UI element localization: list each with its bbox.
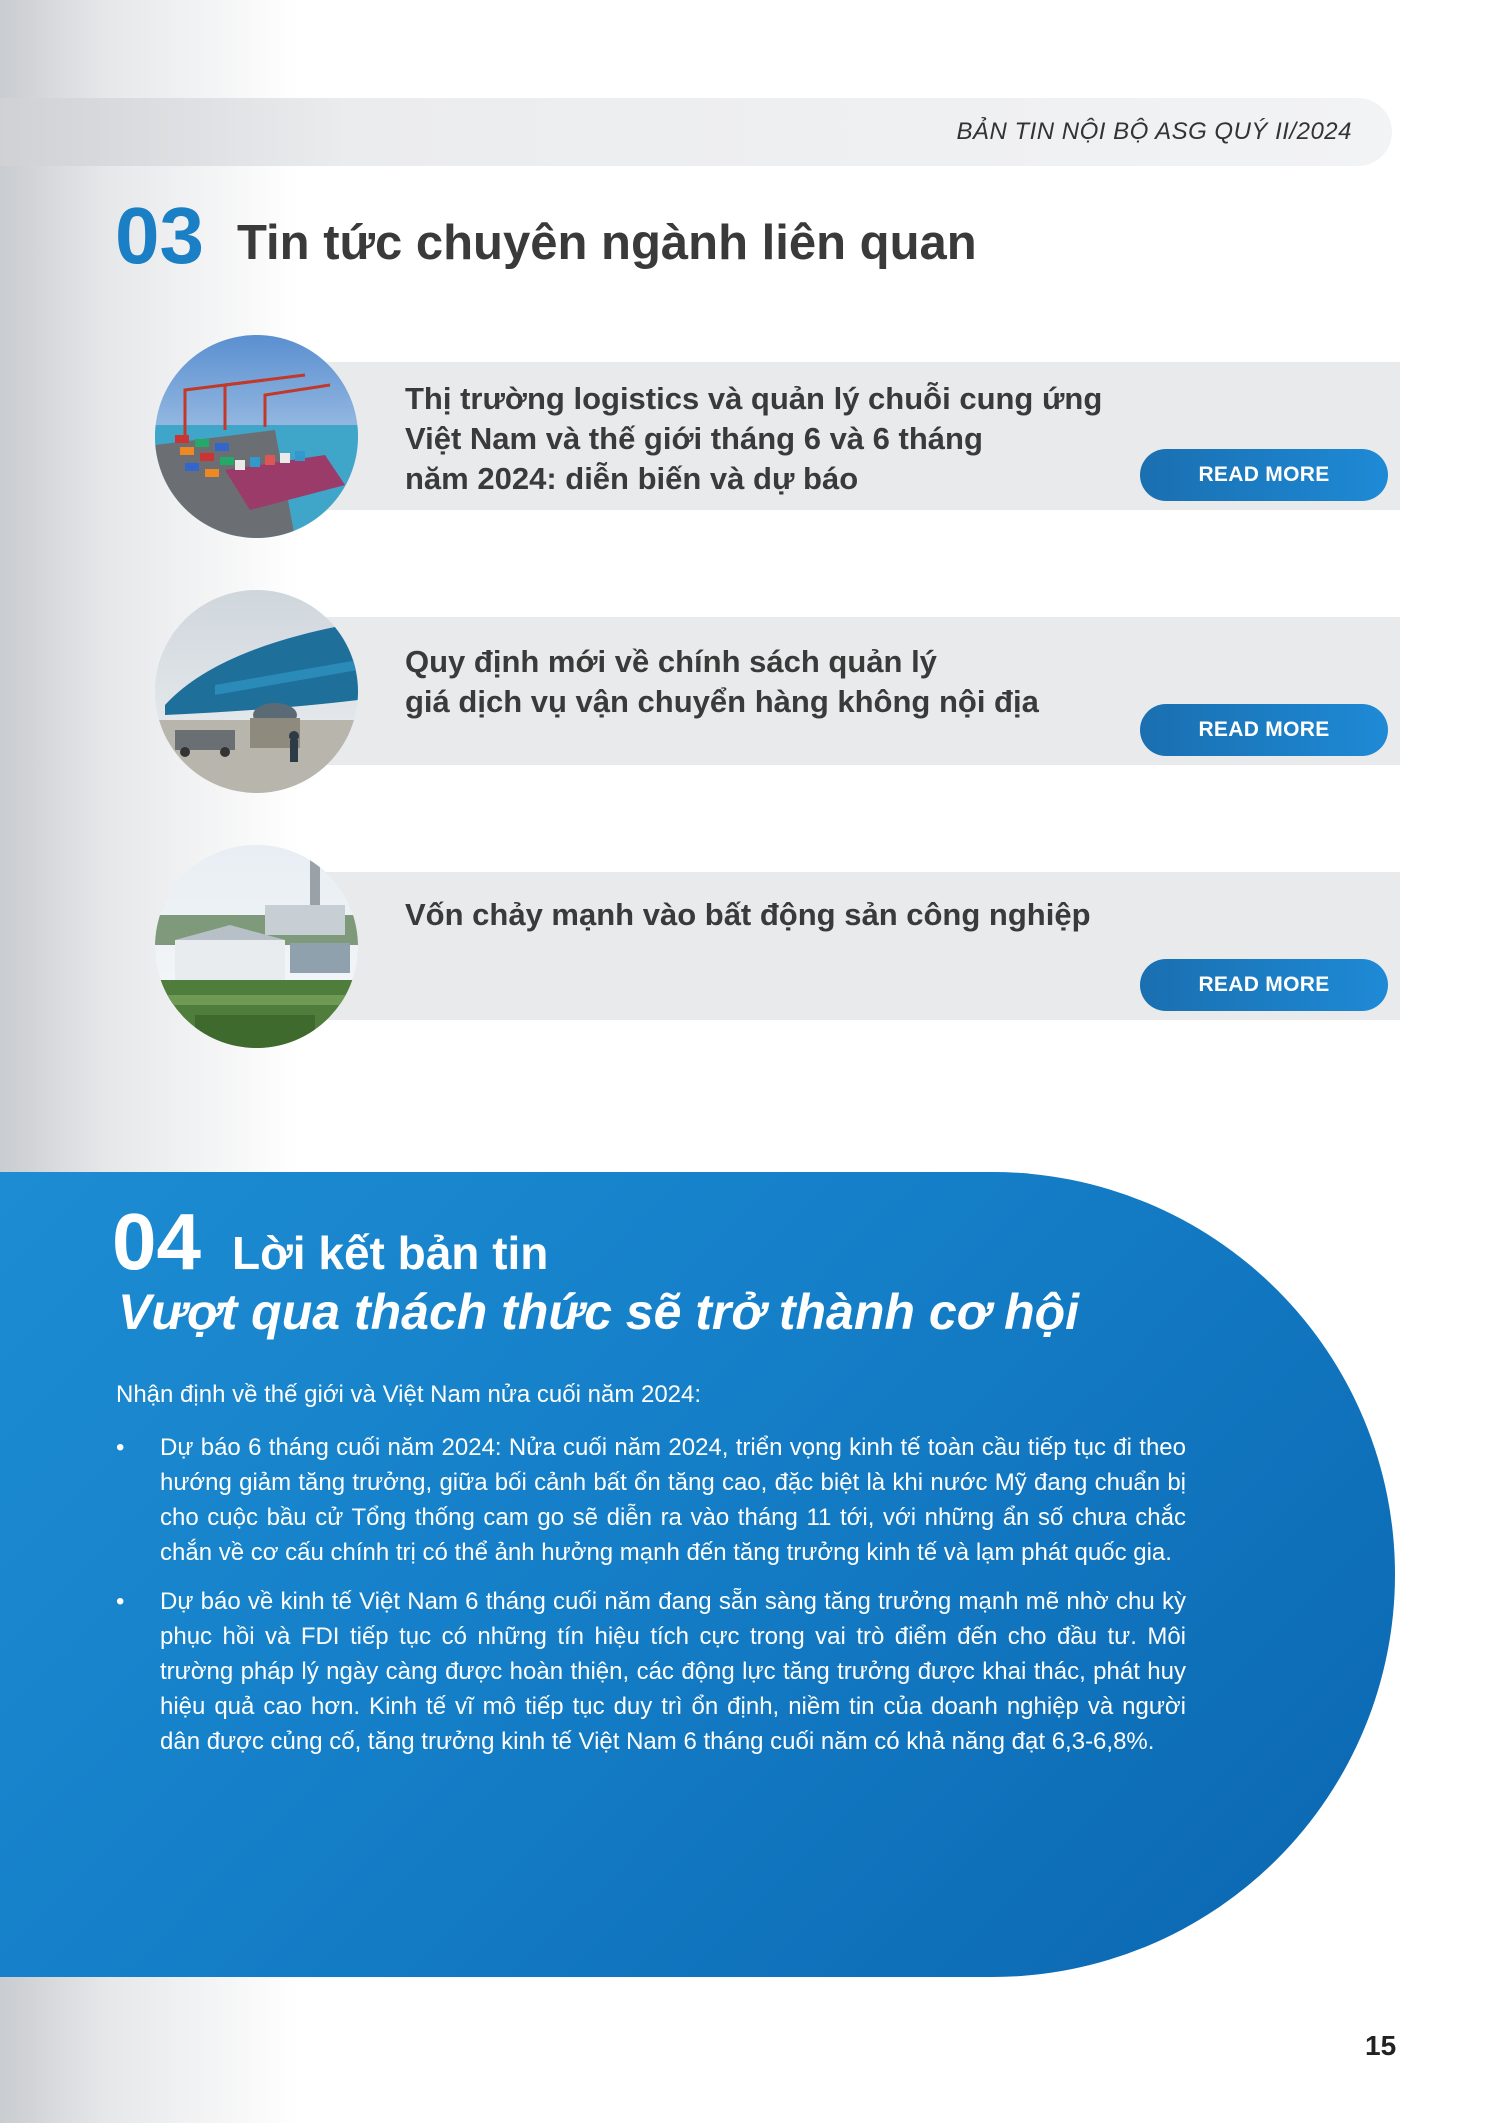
news-title[interactable]: [405, 379, 1205, 499]
news-item: [155, 845, 1400, 1050]
news-title-line: Thị trường logistics và quản lý chuỗi cung ứng: [405, 381, 1103, 416]
news-title-line: năm 2024: diễn biến và dự báo: [405, 461, 859, 496]
section-3-title: Tin tức chuyên ngành liên quan: [237, 216, 977, 270]
bullet-text: Dự báo về kinh tế Việt Nam 6 tháng cuối năm đang sẵn sàng tăng trưởng mạnh mẽ nhờ chu kỳ phục hồi và FDI tiếp tục có những tín hiệu tích cực trong vai trò điểm đến cho đầu tư. Môi trường pháp lý ngày càng được hoàn thiện, các động lực tăng trưởng được khai thác, phát huy hiệu quả cao hơn. Kinh tế vĩ mô tiếp tục duy trì ổn định, niềm tin của doanh nghiệp và người dân được củng cố, tăng trưởng kinh tế Việt Nam 6 tháng cuối năm có khả năng đạt 6,3-6,8%.: [160, 1588, 1186, 1755]
industrial-park-image[interactable]: [155, 845, 358, 1048]
section-4-number: 04: [112, 1197, 201, 1286]
news-title[interactable]: [405, 895, 1205, 935]
news-item: [155, 590, 1400, 795]
bullet-dot: •: [116, 1588, 125, 1615]
read-more-button[interactable]: READ MORE: [1140, 959, 1388, 1011]
section-3-number: 03: [115, 191, 204, 280]
news-title-line: Quy định mới về chính sách quản lý: [405, 644, 937, 679]
bullet-text: Dự báo 6 tháng cuối năm 2024: Nửa cuối năm 2024, triển vọng kinh tế toàn cầu tiếp tục đi theo hướng giảm tăng trưởng, giữa bối cảnh bất ổn tăng cao, đặc biệt là khi nước Mỹ đang chuẩn bị cho cuộc bầu cử Tổng thống cam go sẽ diễn ra vào tháng 11 tới, với những ẩn số chưa chắc chắn về cơ cấu chính trị có thể ảnh hưởng mạnh đến tăng trưởng kinh tế và lạm phát quốc gia.: [160, 1434, 1186, 1566]
header-bar: [0, 98, 1392, 166]
news-title-line: Vốn chảy mạnh vào bất động sản công nghiệp: [405, 897, 1091, 932]
news-title[interactable]: [405, 642, 1205, 722]
section-4-title: Lời kết bản tin: [232, 1227, 549, 1279]
news-title-line: giá dịch vụ vận chuyển hàng không nội địa: [405, 684, 1039, 719]
bullet-dot: •: [116, 1434, 125, 1461]
news-title-line: Việt Nam và thế giới tháng 6 và 6 tháng: [405, 421, 983, 456]
list-item: [116, 1430, 1186, 1570]
conclusion-bullets: [116, 1430, 1186, 1773]
conclusion-subtitle: Vượt qua thách thức sẽ trở thành cơ hội: [118, 1284, 1080, 1340]
page-number: 15: [1365, 2030, 1397, 2061]
news-item: [155, 335, 1400, 540]
container-port-image[interactable]: [155, 335, 358, 538]
list-item: [116, 1584, 1186, 1759]
read-more-button[interactable]: READ MORE: [1140, 449, 1388, 501]
airplane-cargo-image[interactable]: [155, 590, 358, 793]
newsletter-title: BẢN TIN NỘI BỘ ASG QUÝ II/2024: [956, 118, 1352, 145]
conclusion-intro: Nhận định về thế giới và Việt Nam nửa cuối năm 2024:: [116, 1381, 702, 1408]
read-more-button[interactable]: READ MORE: [1140, 704, 1388, 756]
